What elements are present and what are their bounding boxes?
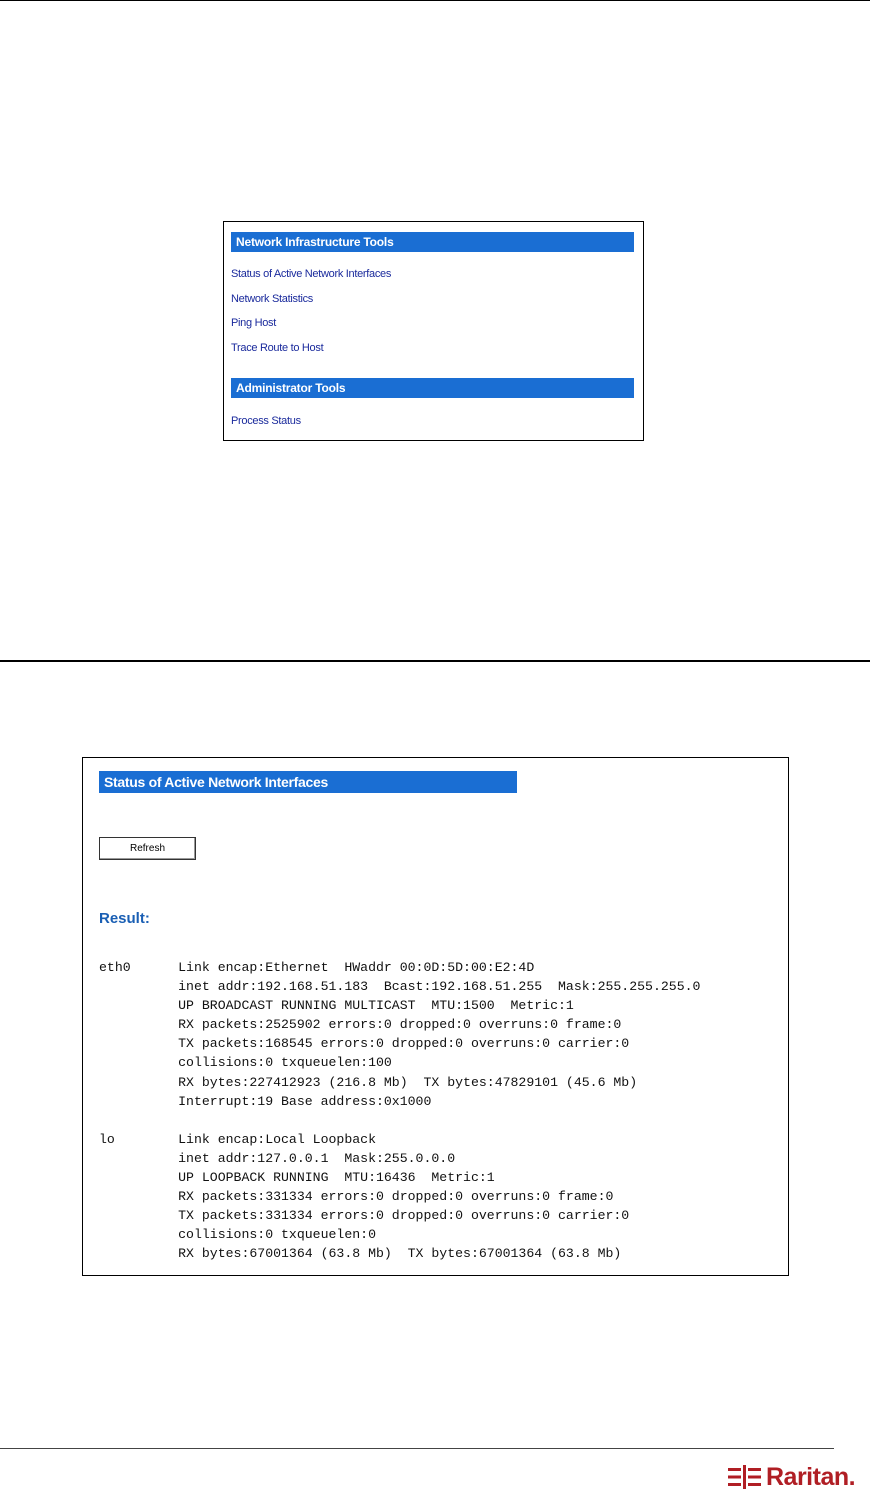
raritan-logo [728,1462,855,1492]
link-status-active-interfaces[interactable]: Status of Active Network Interfaces [231,268,392,280]
raritan-logo-icon [728,1464,764,1490]
link-network-statistics[interactable]: Network Statistics [231,293,314,305]
status-title: Status of Active Network Interfaces [99,771,517,793]
logo-text: Raritan. [766,1462,856,1491]
result-label: Result: [99,910,150,927]
section-divider [0,660,870,662]
network-tools-heading: Network Infrastructure Tools [231,232,634,252]
admin-tools-heading: Administrator Tools [231,378,634,398]
link-ping-host[interactable]: Ping Host [231,317,276,329]
tools-panel [223,221,644,441]
link-trace-route[interactable]: Trace Route to Host [231,342,324,354]
status-panel [82,757,789,1276]
result-output: eth0 Link encap:Ethernet HWaddr 00:0D:5D:00:E2:4D inet addr:192.168.51.183 Bcast:192.168.51.255 Mask:255.255.255.0 UP BROADCAST RUNNING MULTICAST MTU:1500 Metric:1 RX packets:2525902 errors:0 dropped:0 overruns:0 frame:0 TX packets:168545 errors:0 dropped:0 overruns:0 carrier:0 collisions:0 txqueuelen:100 RX bytes:227412923 (216.8 Mb) TX bytes:47829101 (45.6 Mb) Interrupt:19 Base address:0x1000 lo Link encap:Local Loopback inet addr:127.0.0.1 Mask:255.0.0.0 UP LOOPBACK RUNNING MTU:16436 Metric:1 RX packets:331334 errors:0 dropped:0 overruns:0 frame:0 TX packets:331334 errors:0 dropped:0 overruns:0 carrier:0 collisions:0 txqueuelen:0 RX bytes:67001364 (63.8 Mb) TX bytes:67001364 (63.8 Mb) [99,960,701,1262]
footer-rule [0,1448,834,1449]
top-rule [0,0,870,1]
link-process-status[interactable]: Process Status [231,415,301,427]
refresh-button[interactable]: Refresh [99,837,196,860]
